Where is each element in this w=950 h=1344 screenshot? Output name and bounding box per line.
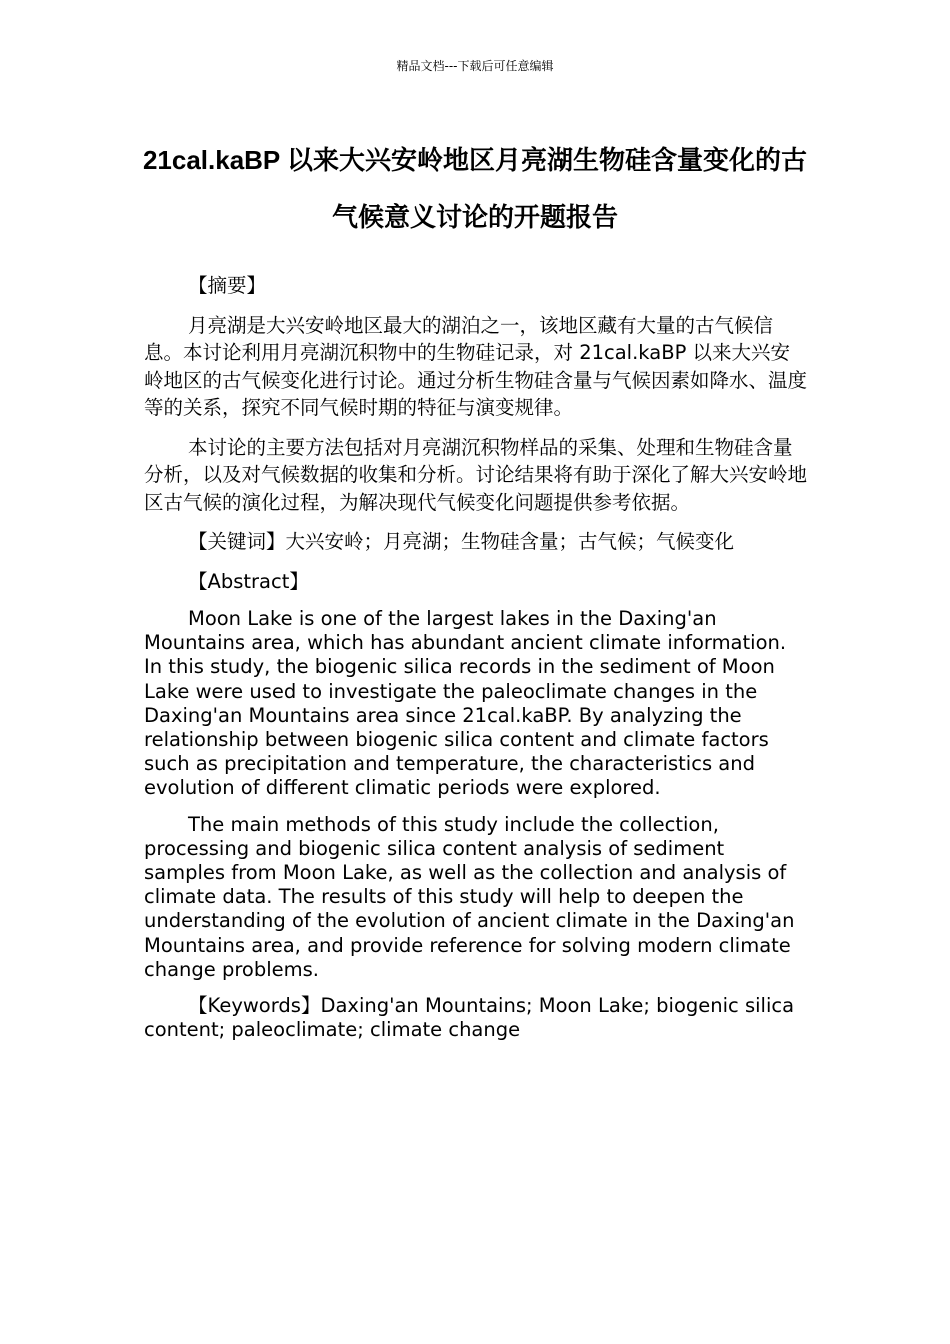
abstract-cn-heading: 【摘要】 xyxy=(188,274,267,297)
abstract-en-heading: 【Abstract】 xyxy=(188,569,309,593)
abstract-cn-paragraph-2: 本讨论的主要方法包括对月亮湖沉积物样品的采集、处理和生物硅含量分析，以及对气候数据的收集和分析。讨论结果将有助于深化了解大兴安岭地区古气候的演化过程，为解决现代气候变化问题提供参考依据。 xyxy=(144,435,808,514)
abstract-cn-paragraph-1: 月亮湖是大兴安岭地区最大的湖泊之一，该地区藏有大量的古气候信息。本讨论利用月亮湖沉积物中的生物硅记录，对 21cal.kaBP 以来大兴安岭地区的古气候变化进行讨论。通过分析生物硅含量与气候因素如降水、温度等的关系，探究不同气候时期的特征与演变规律。 xyxy=(144,313,808,419)
page-header-note: 精品文档---下载后可任意编辑 xyxy=(396,59,554,73)
abstract-en-paragraph-1: Moon Lake is one of the largest lakes in the Daxing'an Mountains area, which has abundant ancient climate information. In this study, the biogenic silica records in the sediment of Moon Lake were used to investigate the paleoclimate changes in the Daxing'an Mountains area since 21cal.kaBP. By analyzing the relationship between biogenic silica content and climate factors such as precipitation and temperature, the characteristics and evolution of different climatic periods were explored. xyxy=(144,607,787,800)
document-body xyxy=(144,272,808,1042)
document-title: 21cal.kaBP 以来大兴安岭地区月亮湖生物硅含量变化的古气候意义讨论的开题报告 xyxy=(142,145,808,232)
keywords-en: 【Keywords】Daxing'an Mountains; Moon Lake; biogenic silica content; paleoclimate; climate change xyxy=(144,994,795,1042)
keywords-cn: 【关键词】大兴安岭；月亮湖；生物硅含量；古气候；气候变化 xyxy=(188,530,735,553)
abstract-en-paragraph-2: The main methods of this study include the collection, processing and biogenic silica content analysis of sediment samples from Moon Lake, as well as the collection and analysis of climate data. The results of this study will help to deepen the understanding of the evolution of ancient climate in the Daxing'an Mountains area, and provide reference for solving modern climate change problems. xyxy=(144,812,795,981)
